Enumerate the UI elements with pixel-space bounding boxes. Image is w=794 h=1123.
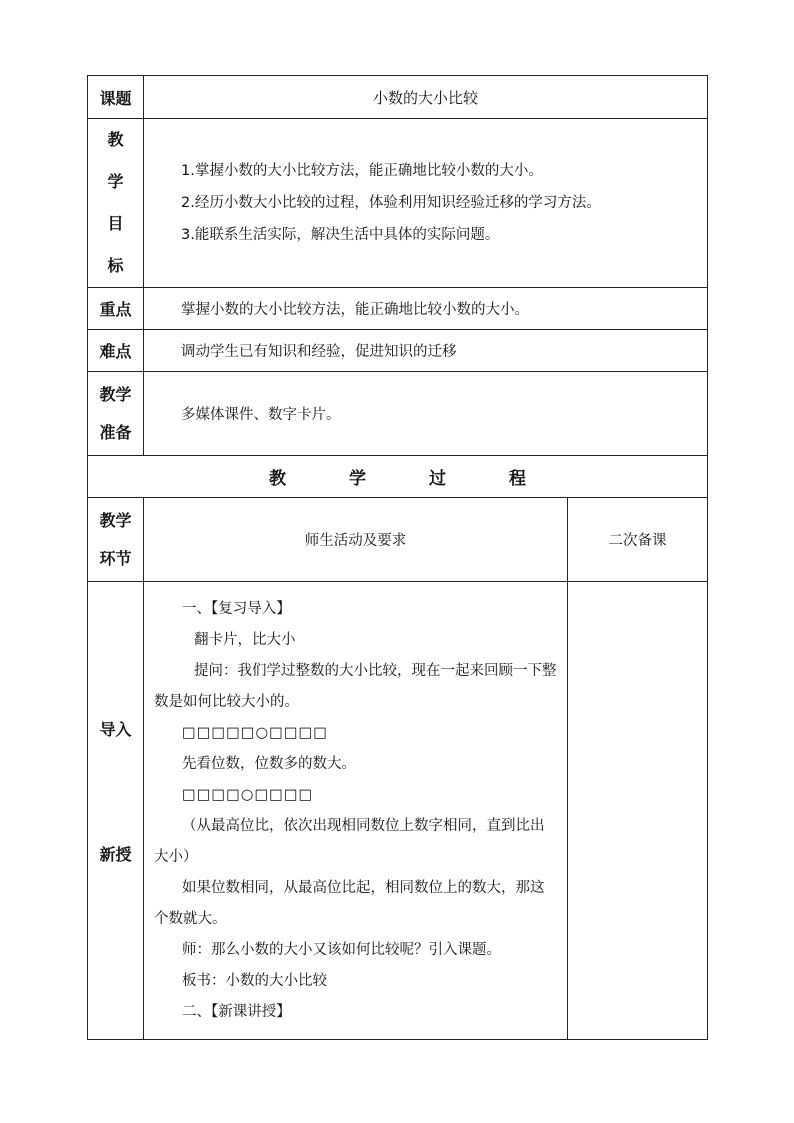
content-line: □□□□○□□□□ [182,787,314,803]
preparation-row [88,372,708,456]
content-line: 如果位数相同，从最高位比起，相同数位上的数大，那这个数就大。 [154,880,545,927]
key-point-label: 重点 [88,288,144,330]
activity-content [144,582,568,1040]
objectives-list [144,119,708,288]
process-heading-row [88,456,708,498]
stage-intro-label: 导入 [99,720,132,739]
preparation-label: 教学 准备 [88,372,144,456]
process-body-row [88,582,708,1040]
objectives-label: 教 学 目 标 [88,119,144,288]
topic-value: 小数的大小比较 [144,76,708,119]
objective-item: 1.掌握小数的大小比较方法，能正确地比较小数的大小。 [181,163,543,179]
stage-new-label: 新授 [99,845,132,864]
process-heading: 教 学 过 程 [88,456,708,498]
content-line: 板书：小数的大小比较 [182,973,327,989]
content-line: 师：那么小数的大小又该如何比较呢？引入课题。 [182,942,501,958]
content-line: 二、【新课讲授】 [182,1004,291,1020]
difficulty-label: 难点 [88,330,144,372]
content-line: 先看位数，位数多的数大。 [182,756,356,772]
preparation-text: 多媒体课件、数字卡片。 [144,372,708,456]
topic-row [88,76,708,119]
difficulty-text: 调动学生已有知识和经验，促进知识的迁移 [144,330,708,372]
stage-column-header: 教学 环节 [88,498,144,582]
objectives-row [88,119,708,288]
content-line: 提问：我们学过整数的大小比较，现在一起来回顾一下整数是如何比较大小的。 [154,663,557,710]
second-prep-column-header: 二次备课 [568,498,708,582]
content-line: 翻卡片，比大小 [194,632,296,648]
stage-labels [88,582,144,1040]
objective-item: 2.经历小数大小比较的过程，体验利用知识经验迁移的学习方法。 [181,195,601,211]
objective-item: 3.能联系生活实际，解决生活中具体的实际问题。 [181,227,500,243]
process-columns-row [88,498,708,582]
topic-label: 课题 [88,76,144,119]
key-point-row [88,288,708,330]
activity-column-header: 师生活动及要求 [144,498,568,582]
difficulty-row [88,330,708,372]
content-line: □□□□□○□□□□ [182,725,328,741]
lesson-plan-table [87,75,708,1040]
content-line: 一、【复习导入】 [182,601,291,617]
second-prep-cell [568,582,708,1040]
content-line: （从最高位比，依次出现相同数位上数字相同，直到比出大小） [154,818,545,865]
key-point-text: 掌握小数的大小比较方法，能正确地比较小数的大小。 [144,288,708,330]
